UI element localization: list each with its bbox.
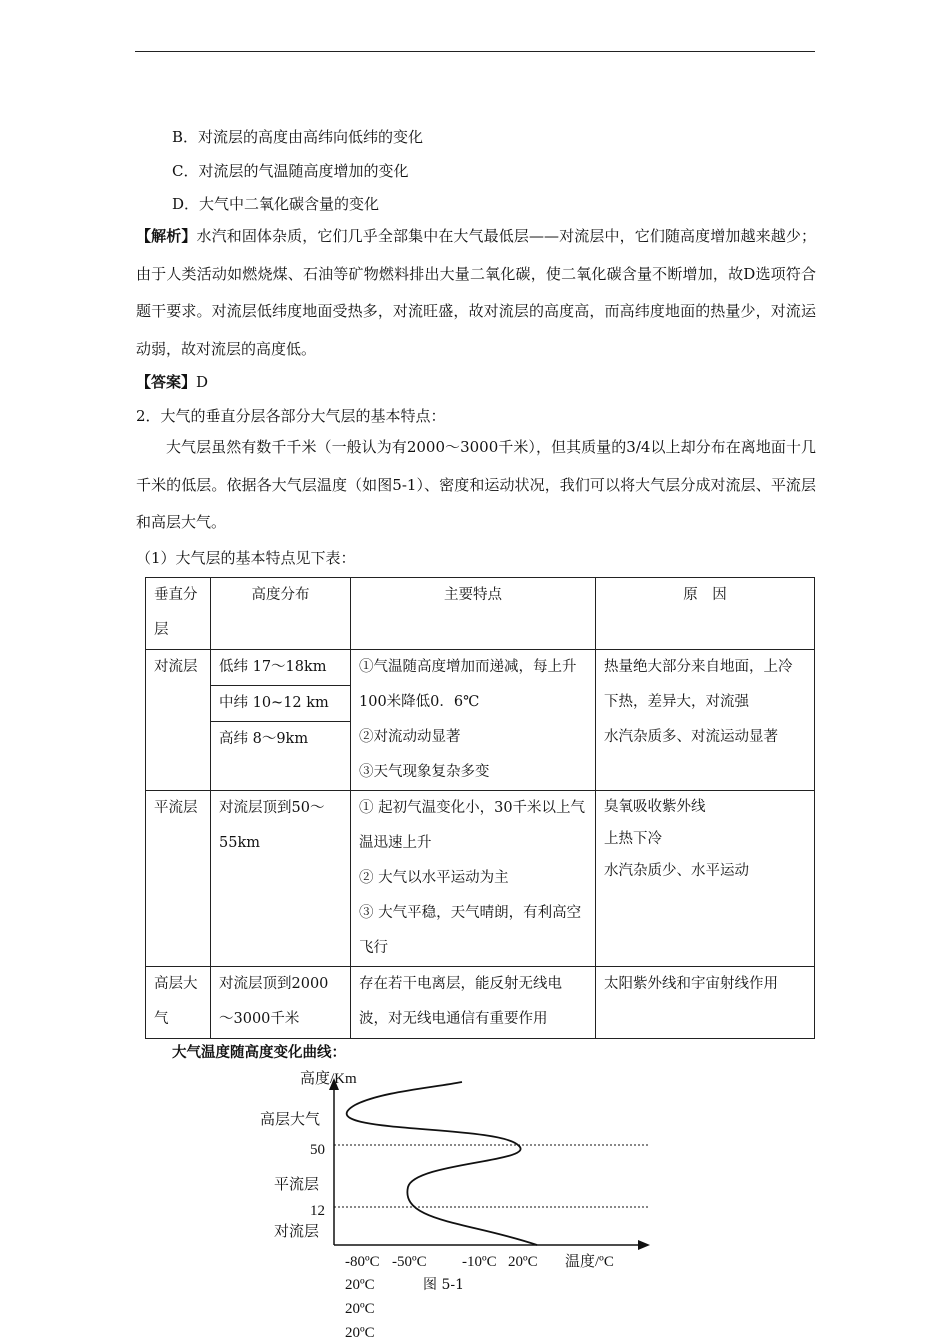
temperature-height-chart — [250, 1062, 670, 1272]
label-50: 50 — [310, 1142, 325, 1158]
header-height: 高度分布 — [211, 578, 351, 650]
answer-label: 【答案】 — [136, 373, 197, 391]
overflow-tick: 20ºC — [345, 1301, 375, 1317]
header-layer: 垂直分层 — [146, 578, 211, 650]
x-axis-arrow — [638, 1240, 650, 1250]
cell-reasons — [596, 650, 815, 791]
label-stratosphere: 平流层 — [274, 1177, 320, 1193]
analysis-paragraph — [136, 218, 816, 368]
temperature-curve — [347, 1082, 537, 1245]
overflow-tick: 20ºC — [345, 1277, 375, 1293]
table-header-row — [146, 578, 815, 650]
figure-title: 大气温度随高度变化曲线： — [172, 1045, 346, 1061]
feature-item: ③ 大气平稳，天气晴朗，有利高空飞行 — [359, 905, 582, 956]
header-rule — [135, 51, 815, 52]
reason-item: 水汽杂质少、水平运动 — [604, 863, 749, 879]
cell-features — [351, 791, 596, 967]
figure-caption: 图 5-1 — [423, 1277, 464, 1293]
atmosphere-layers-table — [145, 577, 815, 1039]
answer-line — [136, 372, 208, 392]
x-tick: -10ºC — [462, 1254, 497, 1270]
cell-reasons: 太阳紫外线和宇宙射线作用 — [596, 967, 815, 1039]
cell-heights: 对流层顶到2000～3000千米 — [211, 967, 351, 1039]
analysis-label: 【解析】 — [136, 227, 197, 245]
cell-features — [351, 650, 596, 791]
header-features: 主要特点 — [351, 578, 596, 650]
feature-item: ① 起初气温变化小，30千米以上气温迅速上升 — [359, 800, 586, 851]
height-low-lat: 低纬 17～18km — [211, 650, 350, 686]
label-upper-atmosphere: 高层大气 — [260, 1112, 321, 1128]
height-high-lat: 高纬 8～9km — [219, 731, 309, 747]
label-troposphere: 对流层 — [274, 1224, 320, 1240]
option-c: C．对流层的气温随高度增加的变化 — [172, 162, 409, 180]
answer-value: D — [196, 373, 209, 391]
feature-item: ②对流动动显著 — [359, 729, 461, 745]
section-heading: 2．大气的垂直分层各部分大气层的基本特点： — [136, 407, 446, 425]
feature-item: ①气温随高度增加而递减，每上升100米降低0．6℃ — [359, 659, 577, 710]
section-intro: 大气层虽然有数千千米（一般认为有2000～3000千米），但其质量的3/4以上却分布在离地面十几千米的低层。依据各大气层温度（如图5-1）、密度和运动状况，我们可以将大气层分成对流层、平流层和高层大气。 — [136, 438, 816, 531]
height-mid-lat: 中纬 10~12 km — [211, 686, 350, 722]
label-12: 12 — [310, 1203, 325, 1219]
table-row — [146, 650, 815, 791]
reason-item: 热量绝大部分来自地面，上冷下热，差异大，对流强 — [604, 659, 793, 710]
reason-item: 水汽杂质多、对流运动显著 — [604, 729, 778, 745]
overflow-tick: 20ºC — [345, 1325, 375, 1341]
table-caption: （1）大气层的基本特点见下表： — [136, 549, 356, 567]
option-d: D．大气中二氧化碳含量的变化 — [172, 195, 380, 213]
cell-layer: 平流层 — [146, 791, 211, 967]
cell-reasons — [596, 791, 815, 967]
cell-features: 存在若干电离层，能反射无线电波，对无线电通信有重要作用 — [351, 967, 596, 1039]
x-tick: -50ºC — [392, 1254, 427, 1270]
cell-layer: 对流层 — [146, 650, 211, 791]
reason-item: 臭氧吸收紫外线 — [604, 799, 706, 815]
x-tick: 20ºC — [508, 1254, 538, 1270]
analysis-text: 水汽和固体杂质，它们几乎全部集中在大气最低层——对流层中，它们随高度增加越来越少；由于人类活动如燃烧煤、石油等矿物燃料排出大量二氧化碳，使二氧化碳含量不断增加，故D选项符合题干要求。对流层低纬度地面受热多，对流旺盛，故对流层的高度高，而高纬度地面的热量少，对流运动弱，故对流层的高度低。 — [136, 227, 816, 358]
feature-item: ② 大气以水平运动为主 — [359, 870, 509, 886]
table-row — [146, 967, 815, 1039]
cell-heights: 对流层顶到50～55km — [211, 791, 351, 967]
table-row — [146, 791, 815, 967]
y-axis-label: 高度/Km — [300, 1071, 357, 1087]
cell-heights — [211, 650, 351, 791]
reason-item: 上热下冷 — [604, 831, 662, 847]
x-tick: -80ºC — [345, 1254, 380, 1270]
x-axis-label: 温度/ºC — [565, 1254, 614, 1270]
header-reason: 原 因 — [596, 578, 815, 650]
cell-layer: 高层大气 — [146, 967, 211, 1039]
feature-item: ③天气现象复杂多变 — [359, 764, 490, 780]
option-b: B．对流层的高度由高纬向低纬的变化 — [172, 128, 424, 146]
